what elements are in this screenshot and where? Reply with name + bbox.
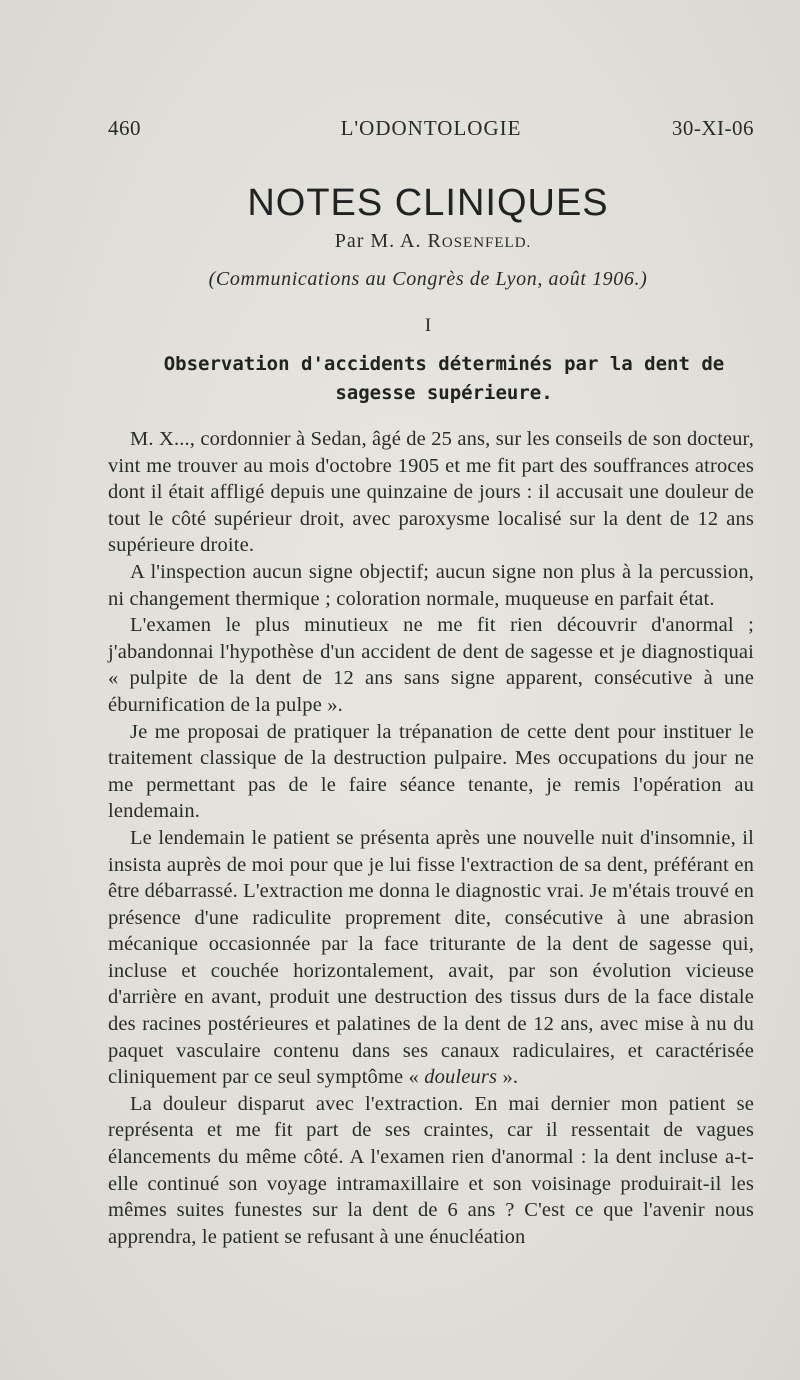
author-prefix: Par M. A. <box>334 230 422 252</box>
author-name-rest: OSENFELD. <box>441 235 532 251</box>
emphasis: douleurs <box>424 1066 498 1089</box>
paragraph-tail: ». <box>497 1066 519 1089</box>
author-initial: R <box>427 230 442 252</box>
paragraph <box>108 825 754 1091</box>
paragraph: Je me proposai de pratiquer la trépanation de cette dent pour instituer le traitement classique de la destruction pulpaire. Mes occupations du jour ne me permettant pas de le faire séance tenante, je remis l'opération au lendemain. <box>108 720 754 823</box>
subtitle: (Communications au Congrès de Lyon, août 1906.) <box>208 268 648 290</box>
article-title: NOTES CLINIQUES <box>247 182 609 224</box>
section-title: Observation d'accidents déterminés par la dent de sagesse supérieure. <box>163 353 725 404</box>
issue-date: 30-XI-06 <box>671 116 754 140</box>
body-text <box>108 426 754 1250</box>
paragraph: L'examen le plus minutieux ne me fit rien découvrir d'anormal ; j'abandonnai l'hypothèse d'un accident de dent de sagesse et je diagnostiquai « pulpite de la dent de 12 ans sans signe apparent, consécutive à une éburnification de la pulpe ». <box>108 614 754 716</box>
paragraph-text: Le lendemain le patient se présenta après une nouvelle nuit d'insomnie, il insista auprès de moi pour que je lui fisse l'extraction de sa dent, préférant en être débarrassé. L'extraction me donna le diagnostic vrai. Je m'étais trouvé en présence d'une radiculite proprement dite, consécutive à une abrasion mécanique occasionnée par la face triturante de la dent de sagesse qui, incluse et couchée horizontalement, avait, par son évolution vicieuse d'arrière en avant, produit une destruction des tissus durs de la face distale des racines postérieures et palatines de la dent de 12 ans, avec mise à nu du paquet vasculaire contenu dans ses canaux radiculaires, et caractérisée cliniquement par ce seul symptôme « <box>108 826 754 1089</box>
paragraph: A l'inspection aucun signe objectif; aucun signe non plus à la percussion, ni changement thermique ; coloration normale, muqueuse en parfait état. <box>108 560 754 610</box>
journal-title: L'ODONTOLOGIE <box>340 116 522 140</box>
paragraph: La douleur disparut avec l'extraction. En mai dernier mon patient se représenta et me fit part de ses craintes, car il ressentait de vagues élancements du même côté. A l'examen rien d'anormal : la dent incluse a-t-elle continué son voyage intramaxillaire et son voisinage produirait-il les mêmes suites funestes sur la dent de 6 ans ? C'est ce que l'avenir nous apprendra, le patient se refusant à une énucléation <box>108 1092 754 1248</box>
page-number: 460 <box>108 116 141 140</box>
section-number: I <box>424 315 432 336</box>
author-line <box>0 230 800 253</box>
paragraph: M. X..., cordonnier à Sedan, âgé de 25 ans, sur les conseils de son docteur, vint me trouver au mois d'octobre 1905 et me fit part des souffrances atroces dont il était affligé depuis une quinzaine de jours : il accusait une douleur de tout le côté supérieur droit, avec paroxysme localisé sur la dent de 12 ans supérieure droite. <box>108 428 754 557</box>
running-head <box>108 116 754 146</box>
